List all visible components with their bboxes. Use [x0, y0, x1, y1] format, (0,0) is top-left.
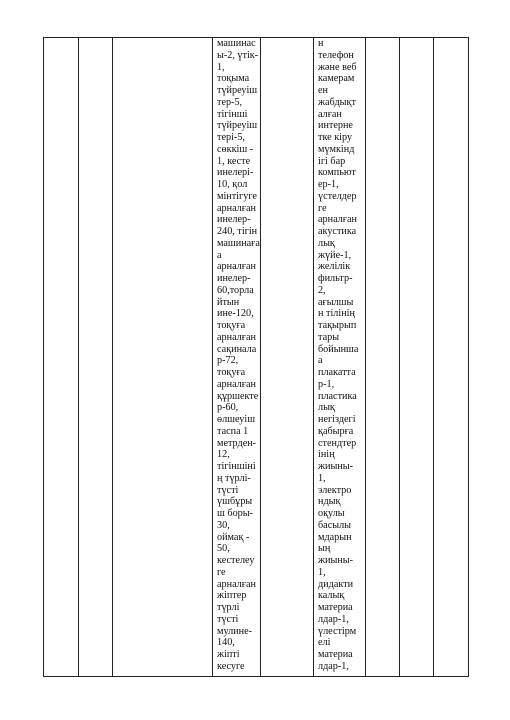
- equipment-list-line: ине-120,: [217, 308, 254, 320]
- equipment-list-line: мінтігуге: [217, 190, 257, 202]
- equipment-list-line: тер-5,: [217, 96, 243, 108]
- equipment-list-line: арналған: [217, 202, 256, 214]
- equipment-list-line: р-1,: [318, 378, 335, 390]
- equipment-list-line: және веб: [318, 61, 357, 73]
- table-cell-col1: [44, 38, 79, 677]
- table-cell-col5: [261, 38, 314, 677]
- equipment-list-line: өлшеуіш: [217, 414, 256, 425]
- equipment-list-line: машинас: [217, 38, 256, 49]
- equipment-list-line: н тілінің: [318, 308, 355, 320]
- equipment-list-line: электро: [318, 484, 352, 496]
- equipment-list-line: тері-5,: [217, 132, 245, 143]
- equipment-list-line: 1,: [217, 61, 225, 73]
- equipment-list-line: машинаға: [217, 237, 260, 249]
- equipment-list-line: арналған: [318, 214, 357, 226]
- equipment-list-line: лық: [318, 402, 335, 414]
- equipment-list-line: түсті: [217, 484, 239, 496]
- equipment-list-line: жабдықт: [318, 96, 356, 108]
- equipment-list-line: құршекте: [217, 390, 259, 402]
- equipment-list-line: тоқуға: [217, 320, 246, 331]
- equipment-list-line: а: [217, 249, 222, 261]
- equipment-list-line: ге: [318, 202, 327, 214]
- equipment-list-line: ң түрлі-: [217, 472, 251, 484]
- equipment-list-line: йтын: [217, 296, 240, 308]
- equipment-list-line: оймақ -: [217, 531, 250, 543]
- equipment-list-line: тке кіру: [318, 132, 353, 143]
- equipment-list-line: арналған: [217, 578, 256, 590]
- equipment-list-line: арналған: [217, 261, 256, 273]
- equipment-list-line: лдар-1,: [318, 613, 349, 625]
- equipment-list-line: бойынша: [318, 343, 359, 355]
- equipment-list-line: 60,торла: [217, 284, 254, 296]
- equipment-list-line: инелері-: [217, 167, 254, 179]
- equipment-list-line: ігі бар: [318, 155, 346, 167]
- table-cell-col6: [314, 38, 366, 677]
- equipment-list-line: мулине-: [217, 625, 252, 637]
- equipment-list-line: телефон: [318, 49, 354, 61]
- equipment-list-line: 1,: [318, 472, 326, 484]
- equipment-list-line: тоқыма: [217, 73, 250, 85]
- equipment-list-line: н: [318, 38, 324, 49]
- equipment-list-line: фильтр-: [318, 273, 353, 284]
- equipment-list-line: түрлі: [217, 602, 240, 613]
- equipment-list-line: кесуге: [217, 660, 245, 672]
- equipment-list-line: елі: [318, 637, 331, 649]
- table-cell-col3: [113, 38, 213, 677]
- equipment-list-line: 240, тігін: [217, 226, 258, 237]
- equipment-list-line: түйреуіш: [217, 85, 258, 96]
- equipment-list-line: жүйе-1,: [318, 249, 352, 261]
- equipment-list-line: жіптер: [217, 590, 247, 602]
- equipment-list-line: түсті: [217, 613, 239, 625]
- equipment-list-line: мүмкінд: [318, 143, 355, 155]
- table-cell-col2: [79, 38, 113, 677]
- equipment-list-line: желілік: [318, 261, 351, 273]
- equipment-list-line: ы-2, үтік-: [217, 49, 259, 61]
- table-cell-col9: [434, 38, 469, 677]
- equipment-list-line: материа: [318, 649, 353, 660]
- equipment-list-line: сақинала: [217, 343, 257, 355]
- equipment-list-line: жиыны-: [318, 461, 354, 472]
- table-cell-col8: [400, 38, 434, 677]
- equipment-list-line: р-60,: [217, 402, 239, 414]
- equipment-list-line: материа: [318, 602, 353, 613]
- equipment-list-line: компьют: [318, 167, 356, 179]
- equipment-list-line: плакатта: [318, 367, 356, 378]
- equipment-list-line: арналған: [217, 331, 256, 343]
- equipment-list-line: р-72,: [217, 355, 239, 367]
- equipment-list-line: 50,: [217, 543, 230, 555]
- equipment-list-line: таспа 1: [217, 425, 249, 437]
- equipment-list-line: стендтер: [318, 437, 357, 449]
- equipment-list-line: дидакти: [318, 578, 354, 590]
- equipment-list-line: басылы: [318, 519, 351, 531]
- equipment-list-line: ен: [318, 85, 328, 96]
- equipment-list-line: үстелдер: [318, 190, 357, 202]
- equipment-list-line: кестелеу: [217, 555, 255, 566]
- equipment-list-line: инелер-: [217, 214, 251, 226]
- equipment-list-line: мдарын: [318, 531, 352, 543]
- equipment-list-line: лық: [318, 237, 335, 249]
- equipment-list-line: оқулы: [318, 508, 345, 519]
- equipment-list-line: а: [318, 355, 323, 367]
- table-cell-col4: [213, 38, 261, 677]
- equipment-list-line: ге: [217, 566, 226, 578]
- equipment-list-line: интерне: [318, 120, 353, 132]
- equipment-list-line: метрден-: [217, 437, 257, 449]
- equipment-list-line: түйреуіш: [217, 120, 258, 132]
- table-cell-col7: [366, 38, 400, 677]
- equipment-list-line: үшбұры: [217, 496, 253, 508]
- equipment-list-line: тігіншіні: [217, 461, 256, 472]
- equipment-list-line: 1,: [318, 566, 326, 578]
- equipment-list-line: жіпті: [217, 649, 240, 660]
- equipment-list-line: негіздегі: [318, 414, 356, 425]
- equipment-list-line: калық: [318, 590, 345, 602]
- equipment-list-line: 12,: [217, 449, 230, 461]
- equipment-list-line: пластика: [318, 390, 357, 402]
- equipment-list-line: ер-1,: [318, 179, 339, 190]
- equipment-list-line: лдар-1,: [318, 660, 349, 672]
- equipment-list-line: алған: [318, 108, 342, 120]
- equipment-list-line: тоқуға: [217, 367, 246, 378]
- equipment-list-line: 30,: [217, 519, 230, 531]
- equipment-list-line: ың: [318, 543, 331, 555]
- equipment-list-line: ш боры-: [217, 508, 253, 519]
- equipment-list-line: ндық: [318, 496, 341, 508]
- equipment-list-line: сөккіш -: [217, 143, 254, 155]
- equipment-list-line: тігінші: [217, 108, 248, 120]
- equipment-list-line: үлестірм: [318, 625, 357, 637]
- equipment-list-line: тақырып: [318, 320, 357, 331]
- equipment-list-line: тары: [318, 331, 340, 343]
- equipment-list-line: 140,: [217, 637, 235, 649]
- equipment-list-line: акустика: [318, 226, 357, 237]
- equipment-list-line: инелер-: [217, 273, 251, 284]
- equipment-list-line: камерам: [318, 73, 355, 85]
- equipment-list-line: 10, қол: [217, 179, 248, 190]
- document-table: [43, 37, 469, 677]
- equipment-list-line: 2,: [318, 284, 326, 296]
- equipment-list-line: 1, кесте: [217, 155, 251, 167]
- equipment-list-line: қабырға: [318, 425, 354, 437]
- table-row: [44, 38, 469, 677]
- equipment-list-line: арналған: [217, 378, 256, 390]
- equipment-list-line: жиыны-: [318, 555, 354, 566]
- equipment-list-line: інің: [318, 449, 335, 461]
- equipment-list-line: ағылшы: [318, 296, 354, 308]
